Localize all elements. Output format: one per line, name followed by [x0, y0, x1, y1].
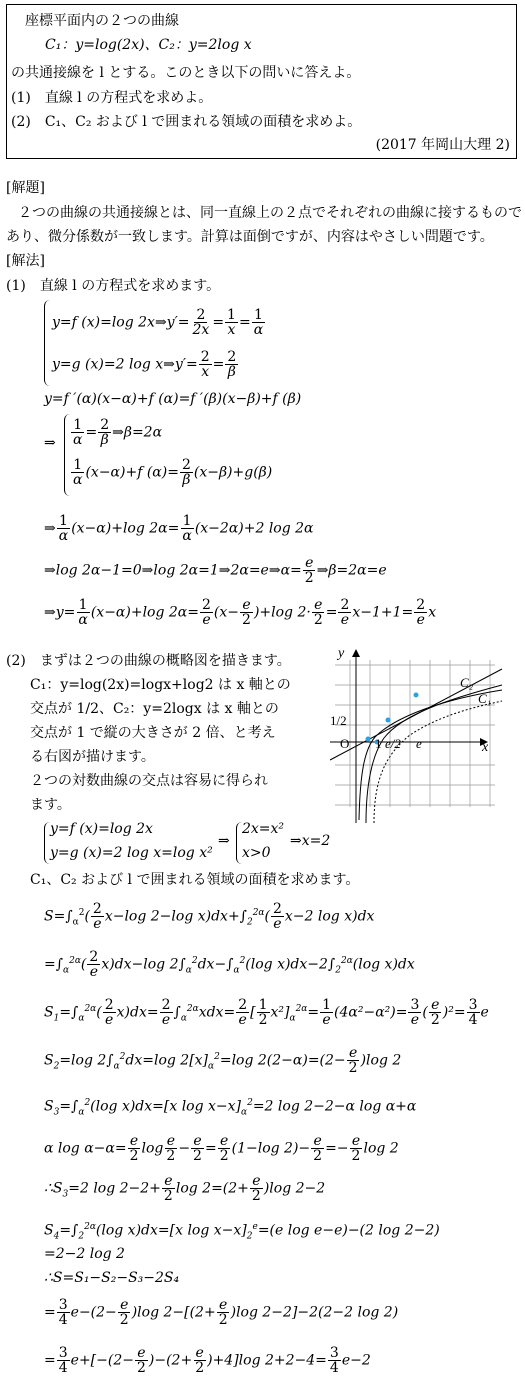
area-eq-S3: $S_3=\int_\alpha^2(\log$ x)dx=[x $\log x-x]_\alpha^2=2$ log 2−2−α log α+α: [44, 1098, 417, 1118]
area-eq-S1: $S_1=\int_\alpha^{2\alpha}$( $\frac{2}{e}$ x)dx= $\frac{2}{e}$ $\int_\alpha^{2\alpha}xdx=$ $\frac{2}{e}$ [ $\frac{1}{2}$ $x^2]_\alpha^{2\alpha}=$ $\frac{1}{e}$ (4α²−α²)= $\frac{3}{e}$ ( $\frac{e}{2}$ )²= $\frac{3}{4}$ e: [44, 997, 489, 1029]
sys-solution: ⇒x=2: [290, 833, 331, 849]
part2-line-1: (2) まずは２つの曲線の概略図を描きます。: [6, 653, 291, 669]
sys-line-1: y=f (x)=log 2x: [50, 821, 153, 837]
area-eq-S4: $S_4=\int_2^{2\alpha}(\log$ x)dx=[x $\log x-x]_2^e=(e$ log e−e)−(2 log 2−2): [44, 1222, 440, 1242]
problem-line-2: C₁：y=log(2x)、C₂：y=2log x: [45, 37, 252, 53]
problem-line-3: の共通接線を l とする。このとき以下の問いに答えよ。: [11, 65, 361, 81]
kaidai-text-1: ２つの曲線の共通接線とは、同一直線上の２点でそれぞれの曲線に接するもので: [18, 205, 522, 221]
c1-label: C₁: [478, 691, 492, 706]
tick-e-label: e: [416, 736, 422, 751]
x-label: x: [482, 740, 489, 755]
area-eq-S2: $S_2=\log$ $2\int_\alpha^2dx=\log$ $2[x]_\alpha^2=\log$ 2(2−α)=(2− $\frac{e}{2}$ )log 2: [44, 1045, 402, 1077]
area-eq-sub: = $\frac{3}{4}$ e−(2− $\frac{e}{2}$ )log 2−[(2+ $\frac{e}{2}$ )log 2−2]−2(2−2 log 2): [44, 1297, 399, 1328]
area-eq-final: = $\frac{3}{4}$ e+[−(2− $\frac{e}{2}$ )−(2+ $\frac{e}{2}$ )+4]log 2+2−4= $\frac{3}{4}$ e−2: [44, 1345, 371, 1376]
problem-line-1: 座標平面内の２つの曲線: [25, 13, 179, 29]
eq-g-derivative: y=g (x)=2 log x⇒y′= $\frac{2}{x}$ = $\frac{2}{\beta}$: [52, 349, 237, 380]
area-eq-S3-result: $\therefore S_3=2$ log 2−2+ $\frac{e}{2}$ log 2=(2+ $\frac{e}{2}$ )log 2−2: [44, 1173, 326, 1204]
area-eq-split: $=\int_\alpha^{2\alpha}$( $\frac{2}{e}$ x)dx−log $2\int_\alpha^2dx-\int_\alpha^2(\log$ $x)dx-2\int_2^{2\alpha}(\log$ x)dx: [44, 949, 415, 981]
sketch-graph: [330, 645, 512, 825]
kaidai-text-2: あり、微分係数が一致します。計算は面倒ですが、内容はやさしい問題です。: [6, 229, 494, 245]
tangent-point-marker: [366, 737, 371, 742]
eq-beta-relation: $\frac{1}{\alpha}$ = $\frac{2}{\beta}$ ⇒β=2α: [73, 417, 163, 448]
area-eq-alog: α log α−α= $\frac{e}{2}$ log $\frac{e}{2}$ − $\frac{e}{2}$ = $\frac{e}{2}$ (1−log 2)− $\frac{e}{2}$ =− $\frac{e}{2}$ log 2: [44, 1133, 399, 1164]
kaidai-heading: [解題]: [6, 180, 45, 196]
y-label: y: [338, 646, 345, 661]
tick-e2-label: e/2: [385, 736, 401, 751]
intersection-marker: [386, 718, 391, 723]
sys-result-1: 2x=x²: [242, 821, 285, 837]
eq-implies: ⇒: [44, 435, 56, 451]
system-brace-1: [44, 300, 51, 386]
origin-label: O: [340, 736, 350, 751]
part2-line-4: 交点が 1 で縦の大きさが 2 倍、と考え: [30, 725, 276, 741]
problem-box: [6, 4, 517, 159]
eq-tangent-line: ⇒y= $\frac{1}{\alpha}$ (x−α)+log 2α= $\frac{2}{e}$ (x− $\frac{e}{2}$ )+log 2· $\frac{e}{2}$ = $\frac{2}{e}$ x−1+1= $\frac{2}{e}$ x: [44, 597, 437, 628]
part2-line-2: C₁：y=log(2x)=logx+log2 は x 軸との: [30, 677, 291, 693]
sys-line-2: y=g (x)=2 log x=log x²: [50, 845, 213, 861]
tangent-point-2-marker: [414, 693, 419, 698]
area-eq-S-def: ∴S=S₁−S₂−S₃−2S₄: [44, 1270, 180, 1286]
sys-implies: ⇒: [218, 833, 230, 849]
part1-intro: (1) 直線 l の方程式を求めます。: [6, 278, 221, 294]
part2-line-3: 交点が 1/2、C₂：y=2logx は x 軸との: [30, 701, 279, 717]
eq-intercept-relation: $\frac{1}{\alpha}$ (x−α)+f (α)= $\frac{2}{\beta}$ (x−β)+g(β): [73, 457, 273, 488]
part2-area-intro: C₁、C₂ および l で囲まれる領域の面積を求めます。: [30, 872, 360, 888]
sys-result-2: x>0: [242, 845, 271, 861]
eq-substituted: ⇒ $\frac{1}{\alpha}$ (x−α)+log 2α= $\frac{1}{\alpha}$ (x−2α)+2 log 2α: [44, 513, 314, 544]
part2-line-7: ます。: [30, 797, 71, 813]
area-eq-S4-result: =2−2 log 2: [44, 1246, 125, 1262]
curve-c1: [359, 690, 502, 820]
c2-label: C₂: [460, 675, 474, 690]
problem-question-2: (2) C₁、C₂ および l で囲まれる領域の面積を求めよ。: [11, 114, 362, 130]
tick-1-label: 1: [375, 736, 382, 751]
eq-f-derivative: y=f (x)=log 2x⇒y′= $\frac{2}{2x}$ = $\frac{1}{x}$ = $\frac{1}{\alpha}$: [52, 307, 264, 338]
problem-source: (2017 年岡山大理 2): [375, 137, 510, 153]
problem-question-1: (1) 直線 l の方程式を求めよ。: [11, 90, 213, 106]
part2-line-6: ２つの対数曲線の交点は容易に得られ: [30, 773, 268, 789]
part2-line-5: る右図が描けます。: [30, 749, 155, 765]
kaiho-heading: [解法]: [6, 253, 45, 269]
area-eq-S: $S=\int_\alpha^2$( $\frac{2}{e}$ x−log 2−log $x)dx+\int_2^{2\alpha}$( $\frac{2}{e}$ x−2 log x)dx: [44, 901, 375, 933]
half-label: 1/2: [330, 713, 347, 728]
eq-tangent-equal: y=f ′(α)(x−α)+f (α)=f ′(β)(x−β)+f (β): [44, 391, 302, 407]
eq-solve-alpha: ⇒log 2α−1=0⇒log 2α=1⇒2α=e⇒α= $\frac{e}{2}$ ⇒β=2α=e: [44, 555, 387, 586]
